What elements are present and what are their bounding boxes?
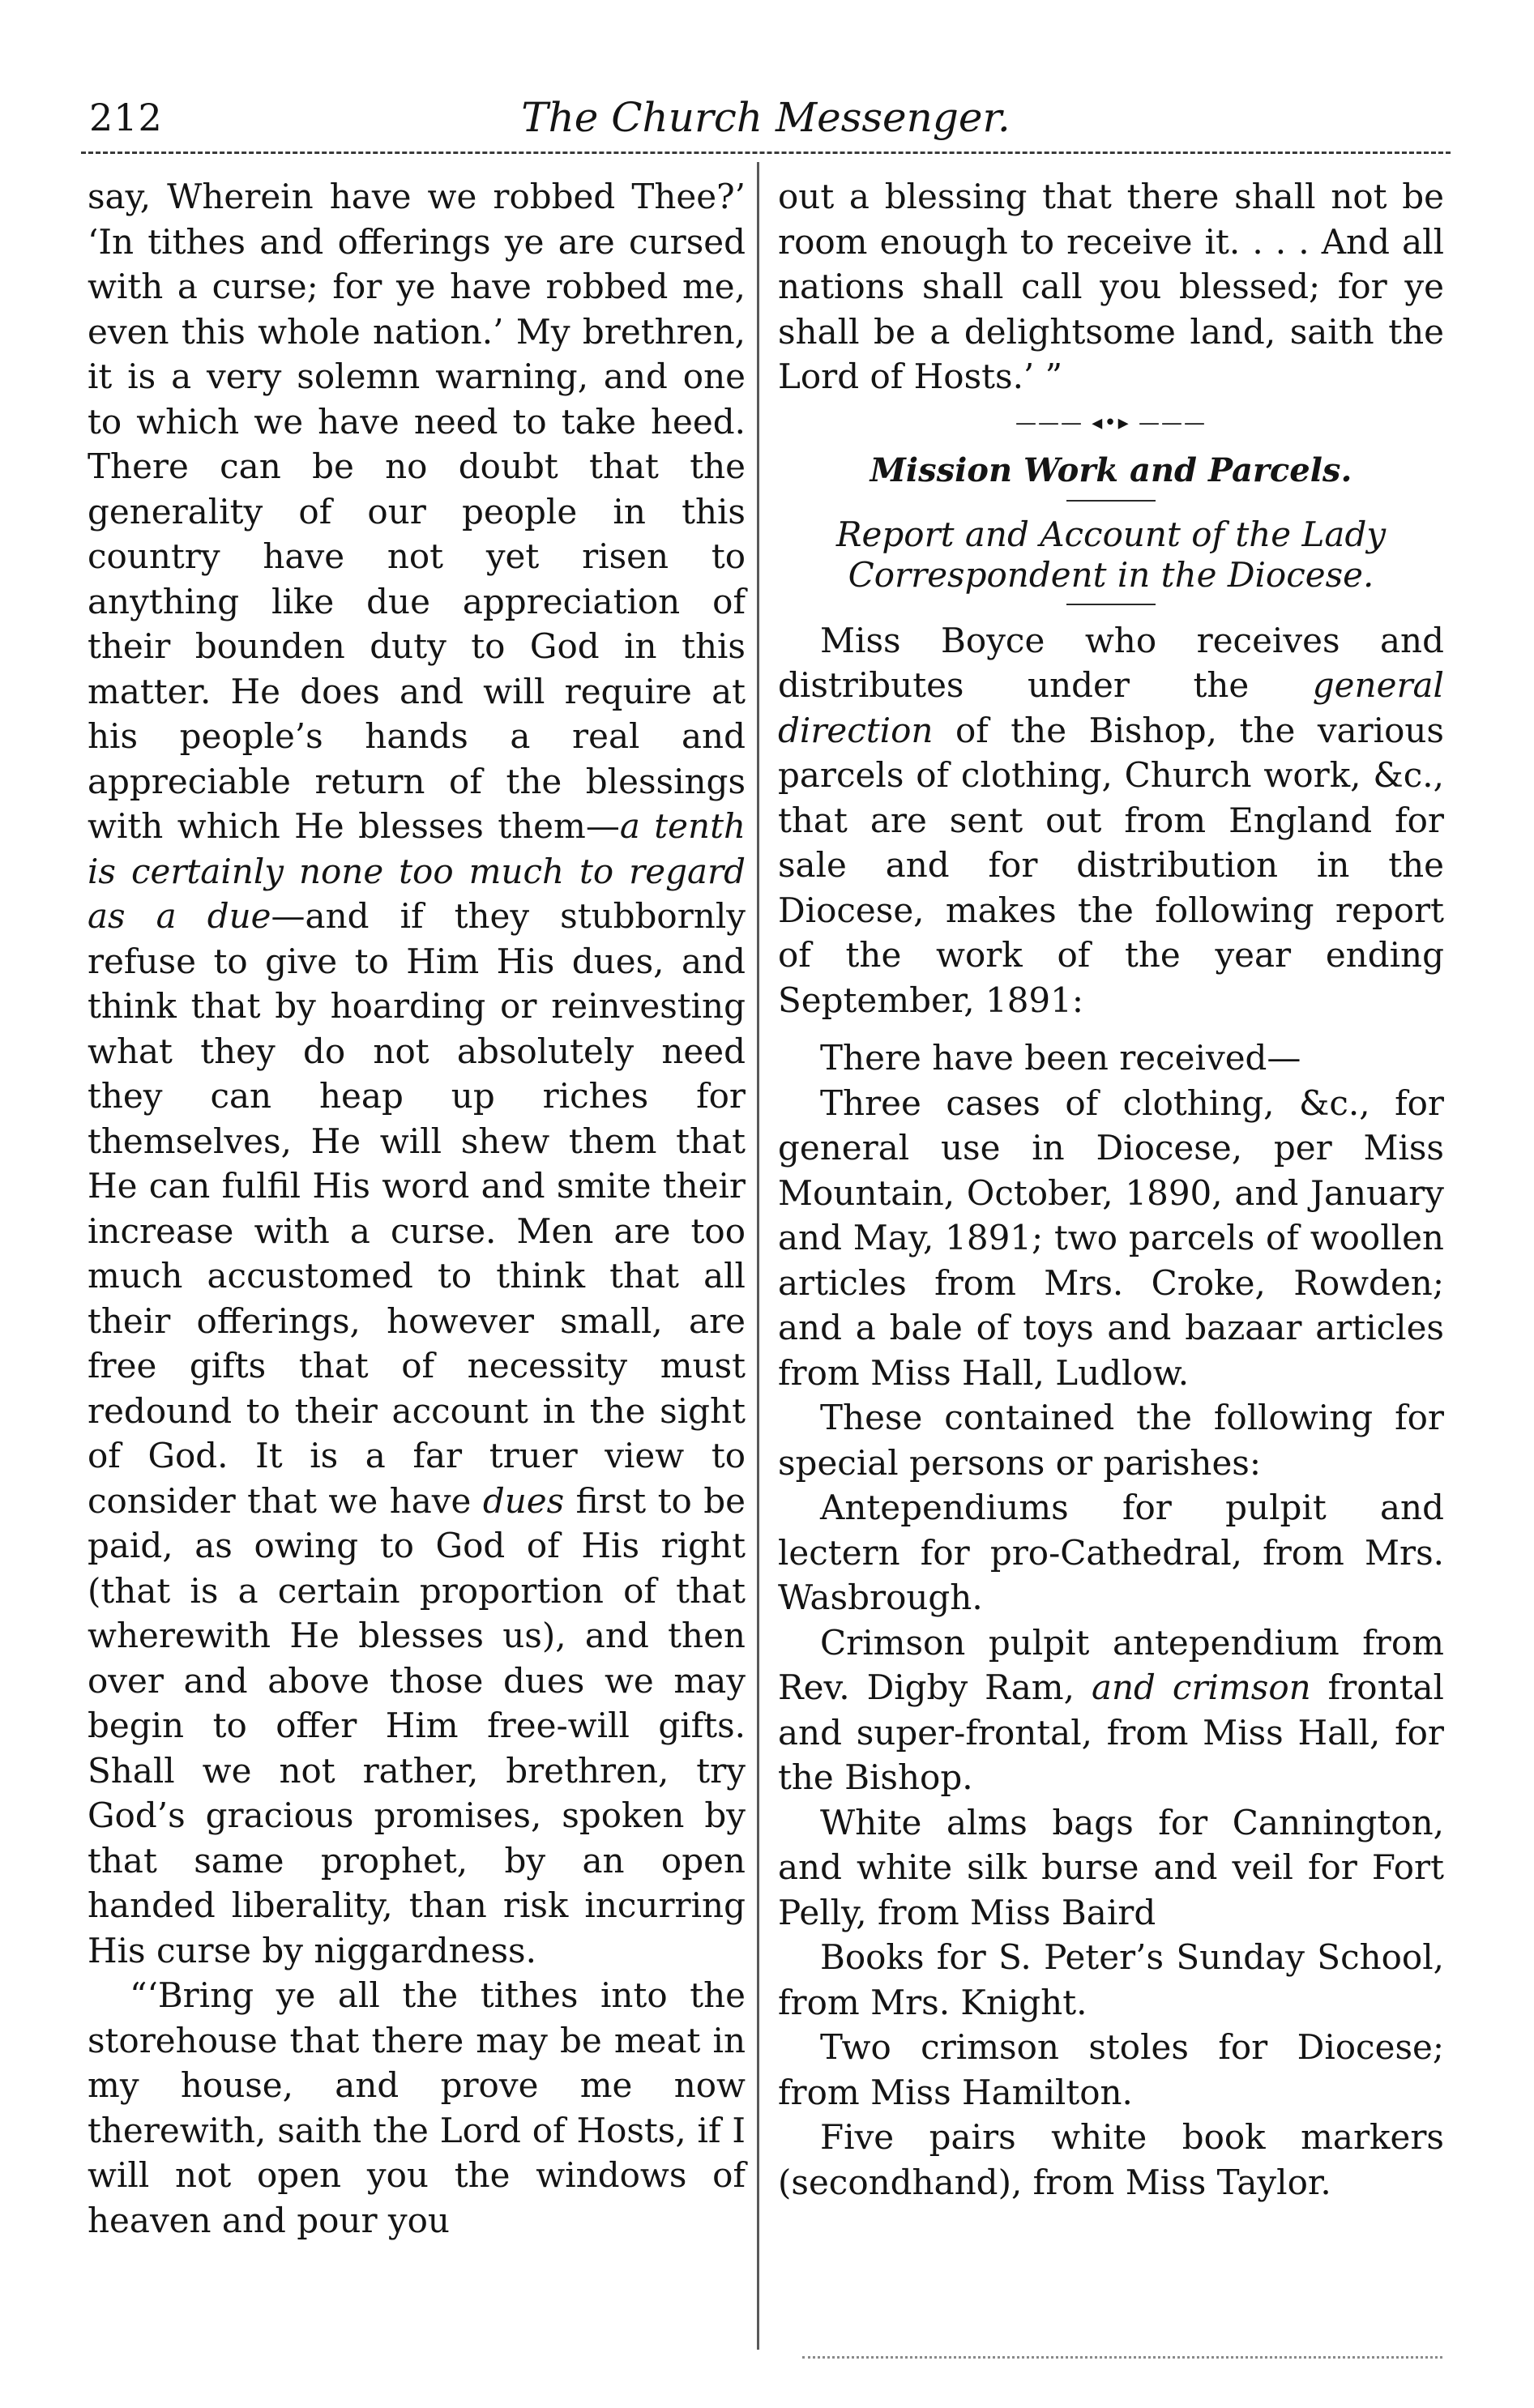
column-divider xyxy=(757,162,759,2350)
book-markers-paragraph: Five pairs white book markers (secondhand), from Miss Taylor. xyxy=(778,2117,1444,2202)
right-continuation-paragraph: out a blessing that there shall not be room enough to receive it. . . . And all nations shall call you blessed; for ye shall be a delightsome land, saith the Lord of Hosts.’ ” xyxy=(778,177,1444,396)
section-subheading: Report and Account of the Lady Correspondent in the Diocese. xyxy=(835,514,1387,595)
running-title: The Church Messenger. xyxy=(521,94,1011,141)
footer-rule xyxy=(802,2356,1442,2359)
left-column xyxy=(88,174,746,2243)
white-alms-paragraph: White alms bags for Cannington, and white silk burse and veil for Fort Pelly, from Miss Baird xyxy=(778,1802,1444,1932)
page-number: 212 xyxy=(89,96,163,139)
stoles-paragraph: Two crimson stoles for Diocese; from Miss Hamilton. xyxy=(778,2027,1444,2112)
crimson-italic: and crimson xyxy=(1091,1667,1311,1707)
left-paragraph-2: “‘Bring ye all the tithes into the storehouse that there may be meat in my house, and prove me now therewith, saith the Lord of Hosts, if I will not open you the windows of heaven and pour you xyxy=(88,1975,746,2240)
section-ornament: ——— ◂•▸ ——— xyxy=(1015,410,1207,435)
crimson-text-b: frontal and super-frontal, from Miss Hall, for the Bishop. xyxy=(778,1667,1444,1797)
books-paragraph: Books for S. Peter’s Sunday School, from Mrs. Knight. xyxy=(778,1937,1444,2022)
crimson-antependium-paragraph xyxy=(778,1620,1444,1800)
page-header xyxy=(81,84,1451,154)
left-p1-text-c: first to be paid, as owing to God of His right (that is a certain proportion of that wherewith He blesses us), and then over and above those dues we may begin to offer Him free-will gifts. Shall we not rather, brethren, try God’s gracious promises, spoken by that same prophet, by an open handed liberality, than risk incurring His curse by niggardness. xyxy=(88,1480,746,1970)
report-intro-text-b: of the Bishop, the various parcels of clothing, Church work, &c., that are sent out from England for sale and for distribution in the Diocese, makes the following report of the work of the year ending September, 1891: xyxy=(778,710,1444,1020)
crimson-text: Crimson pulpit antependium from Rev. Digby Ram, xyxy=(778,1622,1444,1707)
antependiums-paragraph: Antependiums for pulpit and lectern for pro-Cathedral, from Mrs. Wasbrough. xyxy=(778,1488,1444,1617)
right-column xyxy=(778,174,1444,2205)
header-rule xyxy=(81,152,1451,154)
subheading-rule xyxy=(1066,604,1156,605)
left-paragraph-1 xyxy=(88,174,746,1973)
left-p1-italic-dues: dues xyxy=(482,1480,565,1521)
section-heading: Mission Work and Parcels. xyxy=(870,450,1352,489)
three-cases-paragraph: Three cases of clothing, &c., for general use in Diocese, per Miss Mountain, October, 1890, and January and May, 1891; two parcels of woollen articles from Mrs. Croke, Rowden; and a bale of toys and bazaar articles from Miss Hall, Ludlow. xyxy=(778,1082,1444,1393)
left-p1-text-b: —and if they stubbornly refuse to give to Him His dues, and think that by hoarding or reinvesting what they do not absolutely need they can heap up riches for themselves, He will shew them that He can fulfil His word and smite their increase with a curse. Men are too much accustomed to think that all their offerings, however small, are free gifts that of necessity must redound to their account in the sight of God. It is a far truer view to consider that we have xyxy=(88,896,746,1521)
contained-paragraph: These contained the following for special persons or parishes: xyxy=(778,1398,1444,1483)
report-intro-text: Miss Boyce who receives and distributes under the xyxy=(778,620,1444,705)
left-p1-text: say, Wherein have we robbed Thee?’ ‘In tithes and offerings ye are cursed with a curse; for ye have robbed me, even this whole nation.’ My brethren, it is a very solemn warning, and one to which we have need to take heed. There can be no doubt that the generality of our people in this country have not yet risen to anything like due appreciation of their bounden duty to God in this matter. He does and will require at his people’s hands a real and appreciable return of the blessings with which He blesses them— xyxy=(88,177,746,846)
received-paragraph: There have been received— xyxy=(820,1038,1301,1078)
heading-rule xyxy=(1066,500,1156,502)
report-intro-italic: general direction xyxy=(778,665,1444,750)
report-intro-paragraph xyxy=(778,618,1444,1023)
left-p1-italic-phrase: a tenth is certainly none too much to regard as a due xyxy=(88,806,746,936)
